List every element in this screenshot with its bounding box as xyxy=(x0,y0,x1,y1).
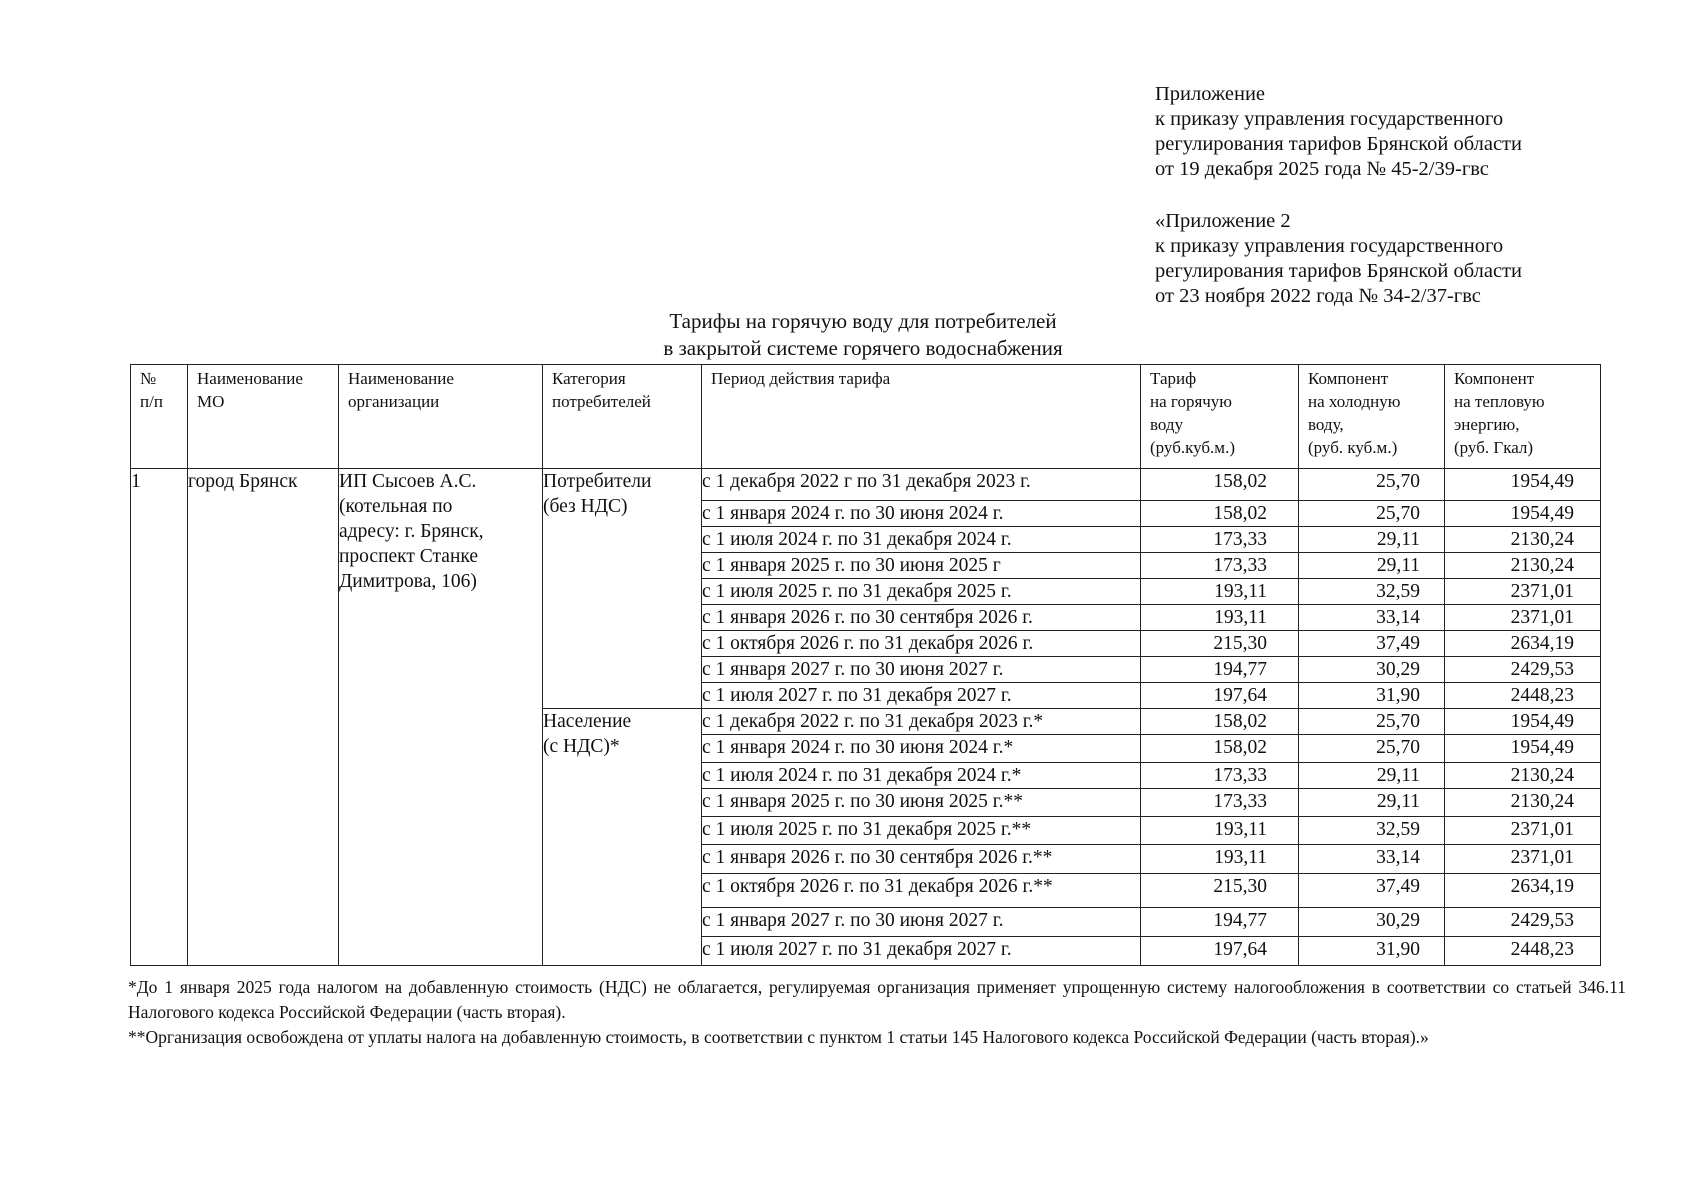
appendix2-header xyxy=(1155,209,1522,309)
heat-energy-component: 1954,49 xyxy=(1445,735,1601,763)
cold-water-component: 31,90 xyxy=(1299,683,1445,709)
cold-water-component: 29,11 xyxy=(1299,789,1445,817)
header-heat-line: энергию, xyxy=(1454,415,1520,434)
header-mo-line: Наименование xyxy=(197,369,303,388)
footnote-2: **Организация освобождена от уплаты налога на добавленную стоимость, в соответствии с пунктом 1 статьи 145 Налогового кодекса Российской Федерации (часть вторая).» xyxy=(128,1027,1429,1047)
cold-water-component: 31,90 xyxy=(1299,937,1445,966)
organization-line: ИП Сысоев А.С. xyxy=(339,471,477,492)
hot-water-tariff: 173,33 xyxy=(1141,763,1299,789)
header-heat-line: на тепловую xyxy=(1454,392,1545,411)
cold-water-component: 33,14 xyxy=(1299,605,1445,631)
hot-water-tariff: 215,30 xyxy=(1141,631,1299,657)
title-line-2: в закрытой системе горячего водоснабжения xyxy=(663,336,1063,360)
header-period xyxy=(702,365,1141,469)
header-mo-line: МО xyxy=(197,392,225,411)
cold-water-component: 32,59 xyxy=(1299,817,1445,845)
heat-energy-component: 2371,01 xyxy=(1445,845,1601,874)
cold-water-component: 37,49 xyxy=(1299,874,1445,908)
header-cold-line: на холодную xyxy=(1308,392,1401,411)
hot-water-tariff: 194,77 xyxy=(1141,908,1299,937)
tariff-period: с 1 октября 2026 г. по 31 декабря 2026 г. xyxy=(702,631,1141,657)
appendix2-line: «Приложение 2 xyxy=(1155,210,1291,232)
tariff-period: с 1 января 2025 г. по 30 июня 2025 г.** xyxy=(702,789,1141,817)
cold-water-component: 29,11 xyxy=(1299,763,1445,789)
hot-water-tariff: 197,64 xyxy=(1141,683,1299,709)
organization-name xyxy=(339,469,543,966)
heat-energy-component: 1954,49 xyxy=(1445,709,1601,735)
category-line: (с НДС)* xyxy=(543,736,620,757)
tariff-period: с 1 января 2026 г. по 30 сентября 2026 г.** xyxy=(702,845,1141,874)
tariff-period: с 1 января 2025 г. по 30 июня 2025 г xyxy=(702,553,1141,579)
header-org-line: Наименование xyxy=(348,369,454,388)
heat-energy-component: 2371,01 xyxy=(1445,817,1601,845)
appendix-header xyxy=(1155,82,1522,182)
header-num-line: п/п xyxy=(140,392,163,411)
heat-energy-component: 2371,01 xyxy=(1445,605,1601,631)
consumer-category xyxy=(543,469,702,709)
tariff-period: с 1 июля 2027 г. по 31 декабря 2027 г. xyxy=(702,683,1141,709)
appendix-line: регулирования тарифов Брянской области xyxy=(1155,133,1522,155)
organization-line: проспект Станке xyxy=(339,546,479,567)
heat-energy-component: 2130,24 xyxy=(1445,527,1601,553)
heat-energy-component: 2448,23 xyxy=(1445,937,1601,966)
header-heat-line: (руб. Гкал) xyxy=(1454,438,1534,457)
tariff-period: с 1 июля 2024 г. по 31 декабря 2024 г. xyxy=(702,527,1141,553)
cold-water-component: 25,70 xyxy=(1299,469,1445,501)
header-heat-energy xyxy=(1445,365,1601,469)
header-mo xyxy=(188,365,339,469)
cold-water-component: 29,11 xyxy=(1299,553,1445,579)
heat-energy-component: 2429,53 xyxy=(1445,657,1601,683)
hot-water-tariff: 158,02 xyxy=(1141,709,1299,735)
tariff-period: с 1 января 2027 г. по 30 июня 2027 г. xyxy=(702,657,1141,683)
hot-water-tariff: 158,02 xyxy=(1141,469,1299,501)
hot-water-tariff: 158,02 xyxy=(1141,501,1299,527)
document-title xyxy=(0,308,1686,362)
heat-energy-component: 2130,24 xyxy=(1445,763,1601,789)
tariff-period: с 1 июля 2025 г. по 31 декабря 2025 г. xyxy=(702,579,1141,605)
hot-water-tariff: 194,77 xyxy=(1141,657,1299,683)
hot-water-tariff: 173,33 xyxy=(1141,789,1299,817)
footnote-1: *До 1 января 2025 года налогом на добавленную стоимость (НДС) не облагается, регулируемая организация применяет упрощенную систему налогообложения в соответствии со статьей 346.11 Налогового кодекса Российской Федерации (часть вторая). xyxy=(128,977,1626,1022)
header-cold-water xyxy=(1299,365,1445,469)
consumer-category xyxy=(543,709,702,966)
tariff-period: с 1 января 2024 г. по 30 июня 2024 г.* xyxy=(702,735,1141,763)
cold-water-component: 33,14 xyxy=(1299,845,1445,874)
header-heat-line: Компонент xyxy=(1454,369,1535,388)
tariff-period: с 1 июля 2024 г. по 31 декабря 2024 г.* xyxy=(702,763,1141,789)
cold-water-component: 29,11 xyxy=(1299,527,1445,553)
organization-line: Димитрова, 106) xyxy=(339,571,477,592)
heat-energy-component: 2634,19 xyxy=(1445,874,1601,908)
table-body xyxy=(131,469,1601,966)
header-cold-line: Компонент xyxy=(1308,369,1389,388)
hot-water-tariff: 193,11 xyxy=(1141,605,1299,631)
heat-energy-component: 2448,23 xyxy=(1445,683,1601,709)
header-num-line: № xyxy=(140,369,157,388)
heat-energy-component: 1954,49 xyxy=(1445,469,1601,501)
appendix2-line: регулирования тарифов Брянской области xyxy=(1155,260,1522,282)
appendix-line: от 19 декабря 2025 года № 45-2/39-гвс xyxy=(1155,158,1489,180)
hot-water-tariff: 193,11 xyxy=(1141,817,1299,845)
tariff-period: с 1 июля 2027 г. по 31 декабря 2027 г. xyxy=(702,937,1141,966)
header-period-line: Период действия тарифа xyxy=(711,369,891,388)
hot-water-tariff: 158,02 xyxy=(1141,735,1299,763)
tariff-period: с 1 октября 2026 г. по 31 декабря 2026 г.** xyxy=(702,874,1141,908)
footnotes xyxy=(128,975,1626,1050)
table-header-row xyxy=(131,365,1601,469)
category-line: Население xyxy=(543,711,632,732)
heat-energy-component: 2634,19 xyxy=(1445,631,1601,657)
cold-water-component: 30,29 xyxy=(1299,908,1445,937)
cold-water-component: 37,49 xyxy=(1299,631,1445,657)
tariff-table xyxy=(130,364,1601,966)
cold-water-component: 25,70 xyxy=(1299,501,1445,527)
category-line: Потребители xyxy=(543,471,652,492)
header-cold-line: (руб. куб.м.) xyxy=(1308,438,1398,457)
header-cold-line: воду, xyxy=(1308,415,1344,434)
heat-energy-component: 2130,24 xyxy=(1445,553,1601,579)
header-category-line: Категория xyxy=(552,369,626,388)
header-tariff-line: воду xyxy=(1150,415,1184,434)
tariff-period: с 1 декабря 2022 г. по 31 декабря 2023 г.* xyxy=(702,709,1141,735)
header-num xyxy=(131,365,188,469)
cold-water-component: 25,70 xyxy=(1299,735,1445,763)
hot-water-tariff: 193,11 xyxy=(1141,579,1299,605)
appendix2-line: от 23 ноября 2022 года № 34-2/37-гвс xyxy=(1155,285,1481,307)
tariff-period: с 1 января 2026 г. по 30 сентября 2026 г. xyxy=(702,605,1141,631)
header-tariff-line: Тариф xyxy=(1150,369,1197,388)
appendix-line: к приказу управления государственного xyxy=(1155,108,1504,130)
hot-water-tariff: 197,64 xyxy=(1141,937,1299,966)
table-row xyxy=(131,469,1601,501)
tariff-period: с 1 декабря 2022 г по 31 декабря 2023 г. xyxy=(702,469,1141,501)
cold-water-component: 32,59 xyxy=(1299,579,1445,605)
title-line-1: Тарифы на горячую воду для потребителей xyxy=(669,309,1057,333)
tariff-period: с 1 января 2024 г. по 30 июня 2024 г. xyxy=(702,501,1141,527)
cold-water-component: 25,70 xyxy=(1299,709,1445,735)
entry-number: 1 xyxy=(131,469,188,966)
category-line: (без НДС) xyxy=(543,496,628,517)
header-category-line: потребителей xyxy=(552,392,651,411)
header-category xyxy=(543,365,702,469)
hot-water-tariff: 173,33 xyxy=(1141,527,1299,553)
tariff-period: с 1 января 2027 г. по 30 июня 2027 г. xyxy=(702,908,1141,937)
organization-line: (котельная по xyxy=(339,496,453,517)
header-organization xyxy=(339,365,543,469)
header-tariff xyxy=(1141,365,1299,469)
heat-energy-component: 2429,53 xyxy=(1445,908,1601,937)
heat-energy-component: 2130,24 xyxy=(1445,789,1601,817)
hot-water-tariff: 215,30 xyxy=(1141,874,1299,908)
hot-water-tariff: 193,11 xyxy=(1141,845,1299,874)
tariff-period: с 1 июля 2025 г. по 31 декабря 2025 г.** xyxy=(702,817,1141,845)
header-tariff-line: на горячую xyxy=(1150,392,1233,411)
heat-energy-component: 1954,49 xyxy=(1445,501,1601,527)
header-org-line: организации xyxy=(348,392,440,411)
municipality-name: город Брянск xyxy=(188,469,339,966)
organization-line: адресу: г. Брянск, xyxy=(339,521,484,542)
heat-energy-component: 2371,01 xyxy=(1445,579,1601,605)
appendix-line: Приложение xyxy=(1155,83,1266,105)
hot-water-tariff: 173,33 xyxy=(1141,553,1299,579)
cold-water-component: 30,29 xyxy=(1299,657,1445,683)
appendix2-line: к приказу управления государственного xyxy=(1155,235,1504,257)
header-tariff-line: (руб.куб.м.) xyxy=(1150,438,1235,457)
